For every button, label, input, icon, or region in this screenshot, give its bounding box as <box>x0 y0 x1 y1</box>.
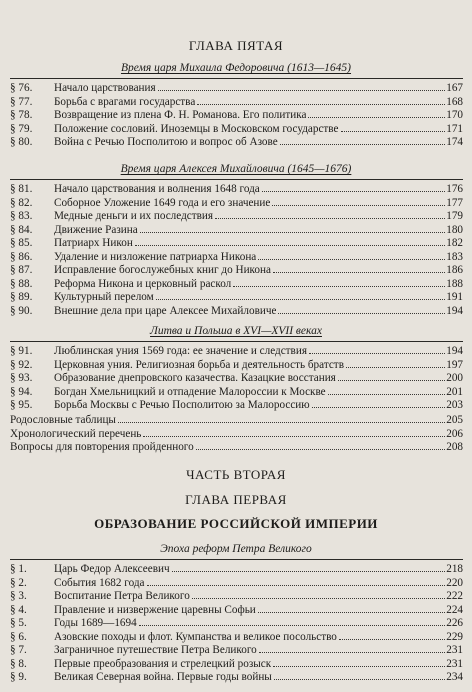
section-subtitle <box>0 163 472 175</box>
entry-title: Церковная уния. Религиозная борьба и деятельность братств <box>54 358 344 371</box>
page-number: 220 <box>446 576 463 589</box>
toc-entry <box>10 237 463 251</box>
dot-leader <box>273 666 445 667</box>
entry-title: Годы 1689—1694 <box>54 617 137 629</box>
entry-title: Положение сословий. Иноземцы в Московском государстве <box>54 122 339 135</box>
entry-title: Борьба Москвы с Речью Посполитою за Малороссию <box>54 399 310 411</box>
section-number: § 80. <box>10 136 33 148</box>
section-number: § 85. <box>10 237 33 249</box>
toc-entry <box>10 631 463 645</box>
divider <box>10 559 463 560</box>
entry-title: Удаление и низложение патриарха Никона <box>54 250 257 263</box>
page-number: 171 <box>446 122 463 135</box>
toc-entry <box>10 577 463 591</box>
divider <box>10 179 463 180</box>
section-number: § 84. <box>10 223 33 236</box>
toc-entry <box>10 183 463 197</box>
dot-leader <box>309 353 445 354</box>
section-number: § 5. <box>10 617 27 629</box>
section-number: § 4. <box>10 603 27 616</box>
entry-title: Возвращение из плена Ф. Н. Романова. Его политика <box>54 109 307 121</box>
page-number: 226 <box>446 617 463 629</box>
dot-leader <box>196 449 446 450</box>
dot-leader <box>262 191 445 192</box>
toc-entry <box>10 590 463 604</box>
page-number: 203 <box>446 399 463 411</box>
page-number: 231 <box>446 657 463 670</box>
toc-list <box>10 82 463 150</box>
entry-title: Война с Речью Посполитою и вопрос об Азове <box>54 136 278 148</box>
section-number: § 79. <box>10 122 33 135</box>
entry-title: Реформа Никона и церковный раскол <box>54 277 232 290</box>
page-number: 170 <box>446 109 463 121</box>
section-subtitle-text: Время царя Михаила Федоровича (1613—1645) <box>120 62 352 74</box>
section-number: § 86. <box>10 250 33 263</box>
section-number: § 78. <box>10 109 33 121</box>
entry-title: Заграничное путешествие Петра Великого <box>54 644 257 656</box>
toc-entry <box>10 291 463 305</box>
page-number: 179 <box>446 210 463 222</box>
toc-entry <box>10 386 463 400</box>
page-number: 194 <box>446 304 463 317</box>
dot-leader <box>346 367 445 368</box>
entry-title: Царь Федор Алексеевич <box>54 563 170 575</box>
entry-title: Хронологический перечень <box>10 427 142 440</box>
entry-title: Внешние дела при царе Алексее Михайловиче <box>54 304 277 317</box>
section-subtitle-text: Эпоха реформ Петра Великого <box>160 543 312 555</box>
section-number: § 82. <box>10 196 33 209</box>
toc-entry <box>10 96 463 110</box>
dot-leader <box>312 407 446 408</box>
section-number: § 8. <box>10 657 27 670</box>
section-number: § 83. <box>10 210 33 222</box>
section-subtitle <box>0 62 472 74</box>
entry-title: Культурный перелом <box>54 291 154 303</box>
page-number: 176 <box>446 183 463 195</box>
dot-leader <box>328 394 446 395</box>
dot-leader <box>259 652 445 653</box>
toc-entry <box>10 82 463 96</box>
chapter-heading: ГЛАВА ПЯТАЯ <box>188 38 284 53</box>
section-number: § 7. <box>10 644 27 656</box>
entry-title: Воспитание Петра Великого <box>54 590 190 602</box>
entry-title: Движение Разина <box>54 223 138 236</box>
dot-leader <box>147 585 446 586</box>
divider <box>10 341 463 342</box>
page-number: 180 <box>446 223 463 236</box>
section-number: § 3. <box>10 590 27 602</box>
page-number: 201 <box>446 385 463 398</box>
toc-list <box>10 345 463 413</box>
toc-entry <box>10 109 463 123</box>
toc-entry <box>10 428 463 442</box>
section-number: § 9. <box>10 671 27 683</box>
section-number: § 93. <box>10 372 33 384</box>
dot-leader <box>274 679 445 680</box>
toc-entry <box>10 251 463 265</box>
dot-leader <box>278 313 445 314</box>
chapter-heading: ГЛАВА ПЕРВАЯ <box>185 492 287 507</box>
entry-title: События 1682 года <box>54 576 145 589</box>
page-number: 197 <box>446 358 463 371</box>
page-number: 188 <box>446 277 463 290</box>
toc-entry <box>10 345 463 359</box>
toc-list <box>10 183 463 318</box>
page-number: 194 <box>446 345 463 357</box>
toc-entry <box>10 210 463 224</box>
dot-leader <box>118 422 445 423</box>
dot-leader <box>272 205 445 206</box>
page-number: 168 <box>446 95 463 108</box>
dot-leader <box>172 571 446 572</box>
entry-title: Патриарх Никон <box>54 237 133 249</box>
toc-entry <box>10 305 463 319</box>
dot-leader <box>140 232 445 233</box>
toc-entry <box>10 441 463 455</box>
toc-entry <box>10 671 463 685</box>
dot-leader <box>143 436 445 437</box>
page-number: 222 <box>446 590 463 602</box>
entry-title: Медные деньги и их последствия <box>54 210 214 222</box>
dot-leader <box>258 612 445 613</box>
section-number: § 76. <box>10 82 33 94</box>
toc-entry <box>10 372 463 386</box>
toc-entry <box>10 658 463 672</box>
page-number: 174 <box>446 136 463 148</box>
section-subtitle-text: Литва и Польша в XVI—XVII веках <box>150 325 322 337</box>
entry-title: Начало царствования <box>54 82 156 94</box>
page-number: 229 <box>446 630 463 643</box>
dot-leader <box>233 286 445 287</box>
section-number: § 1. <box>10 563 27 575</box>
toc-entry <box>10 617 463 631</box>
dot-leader <box>158 90 446 91</box>
section-number: § 81. <box>10 183 33 195</box>
entry-title: Азовские походы и флот. Кумпанства и великое посольство <box>54 630 337 643</box>
divider <box>10 78 463 79</box>
dot-leader <box>339 639 445 640</box>
entry-title: Богдан Хмельницкий и отпадение Малороссии к Москве <box>54 385 326 398</box>
dot-leader <box>273 272 445 273</box>
part-heading: ЧАСТЬ ВТОРАЯ <box>186 467 286 482</box>
section-number: § 95. <box>10 399 33 411</box>
section-number: § 94. <box>10 385 33 398</box>
page-number: 231 <box>446 644 463 656</box>
entry-title: Борьба с врагами государства <box>54 95 196 108</box>
page-number: 200 <box>446 372 463 384</box>
dot-leader <box>215 218 445 219</box>
toc-entry <box>10 264 463 278</box>
toc-entry <box>10 399 463 413</box>
page-number: 177 <box>446 196 463 209</box>
chapter-title: ОБРАЗОВАНИЕ РОССИЙСКОЙ ИМПЕРИИ <box>94 516 378 531</box>
toc-entry <box>10 644 463 658</box>
page-number: 205 <box>446 414 463 426</box>
section-subtitle-text: Время царя Алексея Михайловича (1645—1676) <box>120 163 352 175</box>
toc-entry <box>10 563 463 577</box>
page-number: 234 <box>446 671 463 683</box>
page-number: 186 <box>446 264 463 276</box>
entry-title: Великая Северная война. Первые годы войны <box>54 671 272 683</box>
dot-leader <box>156 299 445 300</box>
entry-title: Люблинская уния 1569 года: ее значение и следствия <box>54 345 307 357</box>
toc-entry <box>10 197 463 211</box>
section-subtitle <box>0 325 472 337</box>
section-subtitle <box>0 543 472 555</box>
section-number: § 91. <box>10 345 33 357</box>
section-number: § 90. <box>10 304 33 317</box>
dot-leader <box>280 144 446 145</box>
section-number: § 88. <box>10 277 33 290</box>
page-number: 191 <box>446 291 463 303</box>
toc-entry <box>10 359 463 373</box>
entry-title: Правление и низвержение царевны Софьи <box>54 603 256 616</box>
entry-title: Родословные таблицы <box>10 414 116 426</box>
section-number: § 92. <box>10 358 33 371</box>
entry-title: Вопросы для повторения пройденного <box>10 441 194 453</box>
page-number: 167 <box>446 82 463 94</box>
page-number: 206 <box>446 427 463 440</box>
dot-leader <box>308 117 445 118</box>
toc-entry <box>10 278 463 292</box>
toc-extras <box>10 414 463 455</box>
section-number: § 89. <box>10 291 33 303</box>
dot-leader <box>135 245 445 246</box>
page-number: 182 <box>446 237 463 249</box>
section-number: § 6. <box>10 630 27 643</box>
toc-entry <box>10 604 463 618</box>
dot-leader <box>338 380 445 381</box>
toc-entry <box>10 123 463 137</box>
entry-title: Образование днепровского казачества. Казацкие восстания <box>54 372 336 384</box>
dot-leader <box>197 104 445 105</box>
toc-entry <box>10 224 463 238</box>
page-number: 183 <box>446 250 463 263</box>
dot-leader <box>192 598 445 599</box>
entry-title: Исправление богослужебных книг до Никона <box>54 264 271 276</box>
page-number: 224 <box>446 603 463 616</box>
section-number: § 77. <box>10 95 33 108</box>
dot-leader <box>139 625 446 626</box>
section-number: § 87. <box>10 264 33 276</box>
dot-leader <box>258 259 445 260</box>
section-number: § 2. <box>10 576 27 589</box>
page-number: 218 <box>446 563 463 575</box>
entry-title: Первые преобразования и стрелецкий розыск <box>54 657 272 670</box>
dot-leader <box>341 131 446 132</box>
entry-title: Соборное Уложение 1649 года и его значение <box>54 196 271 209</box>
entry-title: Начало царствования и волнения 1648 года <box>54 183 260 195</box>
toc-entry <box>10 136 463 150</box>
toc-entry <box>10 414 463 428</box>
toc-list <box>10 563 463 685</box>
page-number: 208 <box>446 441 463 453</box>
